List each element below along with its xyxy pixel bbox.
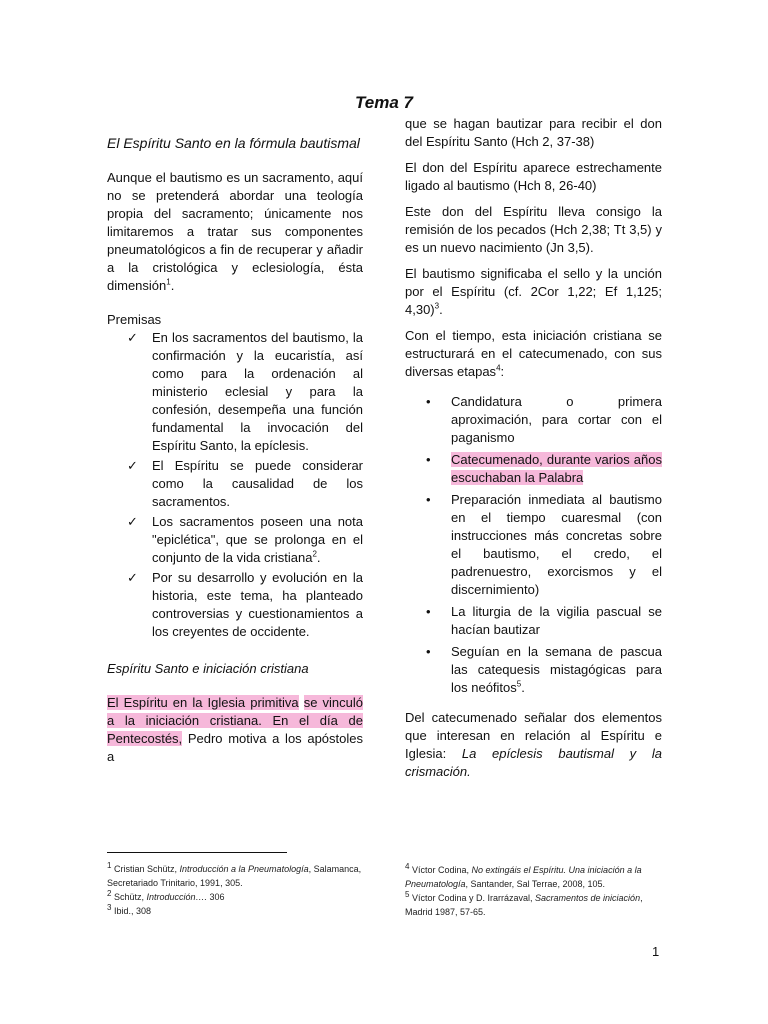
list-item: • Seguían en la semana de pascua las catequesis mistagógicas para los neófitos$^5$. (426, 644, 662, 695)
footnote-divider (107, 852, 287, 853)
subsection-heading: Espíritu Santo e iniciación cristiana (107, 661, 309, 676)
bullet-icon: • (426, 644, 431, 659)
highlight: El Espíritu en la Iglesia primitiva (107, 695, 299, 710)
highlighted-paragraph: El Espíritu en la Iglesia primitiva se vinculó a la iniciación cristiana. En el día de Pentecostés, Pedro motiva a los apóstoles a (107, 695, 363, 764)
right-column (405, 115, 662, 781)
footnote-ref: 4 (496, 363, 501, 373)
footnotes-left (107, 862, 367, 918)
premisas-list (107, 329, 363, 641)
footnote: $^4$ Víctor Codina, No extingáis el Espíritu. Una iniciación a la Pneumatología, Santander, Sal Terrae, 2008, 105. (405, 862, 642, 889)
page-title: Tema 7 (355, 93, 413, 112)
footnote: $^3$ Ibid., 308 (107, 903, 151, 916)
intro-paragraph: Aunque el bautismo es un sacramento, aquí no se pretenderá abordar una teología propia del sacramento; únicamente nos limitaremos a tratar sus componentes pneumatológicos a fin de recuperar y añadir a la cristológica y eclesiología, ésta dimensión$^1$. (107, 170, 363, 293)
paragraph: Este don del Espíritu lleva consigo la remisión de los pecados (Hch 2,38; Tt 3,5) y es un nuevo nacimiento (Jn 3,5). (405, 204, 662, 255)
list-item: ✓ Los sacramentos poseen una nota "epiclética", que se prolonga en el conjunto de la vida cristiana$^2$. (127, 514, 363, 565)
bullet-icon: • (426, 604, 431, 619)
left-column (107, 134, 363, 766)
bullet-icon: • (426, 492, 431, 507)
list-item: • Preparación inmediata al bautismo en el tiempo cuaresmal (con instrucciones más concretas sobre el bautismo, el credo, el padrenuestro, exorcismos y el discernimiento) (426, 492, 662, 597)
footnote-ref: 1 (166, 277, 171, 287)
premisas-label: Premisas (107, 312, 162, 327)
italic-phrase: La epíclesis bautismal y la crismación. (405, 746, 662, 779)
footnote: $^1$ Cristian Schütz, Introducción a la Pneumatología, Salamanca, Secretariado Trinitario, 1991, 305. (107, 861, 362, 888)
paragraph: El bautismo significaba el sello y la unción por el Espíritu (cf. 2Cor 1,22; Ef 1,125; 4,30)$^3$. (405, 266, 662, 317)
footnote: $^2$ Schütz, Introducción…. 306 (107, 889, 225, 902)
checkmark-icon: ✓ (127, 570, 138, 585)
paragraph: El don del Espíritu aparece estrechamente ligado al bautismo (Hch 8, 26-40) (405, 160, 662, 193)
footnote: $^5$ Víctor Codina y D. Irarrázaval, Sacramentos de iniciación, Madrid 1987, 57-65. (405, 890, 643, 917)
footnotes-right (405, 863, 665, 919)
list-item: • La liturgia de la vigilia pascual se hacían bautizar (426, 604, 662, 637)
footnote-ref: 3 (434, 301, 440, 311)
footnote-ref: 2 (312, 549, 317, 559)
section-heading: El Espíritu Santo en la fórmula bautismal (107, 135, 360, 151)
bullet-icon: • (426, 394, 431, 409)
footnote-ref: 5 (516, 679, 522, 689)
checkmark-icon: ✓ (127, 458, 138, 473)
stages-list (405, 393, 662, 697)
list-item: ✓ Por su desarrollo y evolución en la historia, este tema, ha planteado controversias y cuestionamientos a los creyentes de occidente. (127, 570, 363, 639)
highlight: Catecumenado, durante varios años escuchaban la Palabra (451, 452, 662, 485)
paragraph: Del catecumenado señalar dos elementos que interesan en relación al Espíritu e Iglesia: La epíclesis bautismal y la crismación. (405, 710, 662, 779)
checkmark-icon: ✓ (127, 330, 138, 345)
checkmark-icon: ✓ (127, 514, 138, 529)
list-item: ✓ En los sacramentos del bautismo, la confirmación y la eucaristía, así como para la ordenación al ministerio eclesial y para la confesión, desempeña una función fundamental la invocación del Espíritu Santo, la epíclesis. (127, 330, 363, 453)
list-item (405, 451, 662, 487)
list-item: ✓ El Espíritu se puede considerar como la causalidad de los sacramentos. (127, 458, 363, 509)
highlight: se vinculó a la iniciación cristiana. En el día de Pentecostés, (107, 695, 363, 746)
page-number: 1 (652, 944, 660, 959)
list-item: • Candidatura o primera aproximación, para cortar con el paganismo (426, 394, 662, 445)
bullet-icon: • (426, 452, 431, 467)
paragraph: que se hagan bautizar para recibir el don del Espíritu Santo (Hch 2, 37-38) (405, 116, 662, 149)
paragraph: Con el tiempo, esta iniciación cristiana se estructurará en el catecumenado, con sus diversas etapas$^4$: (405, 328, 662, 379)
